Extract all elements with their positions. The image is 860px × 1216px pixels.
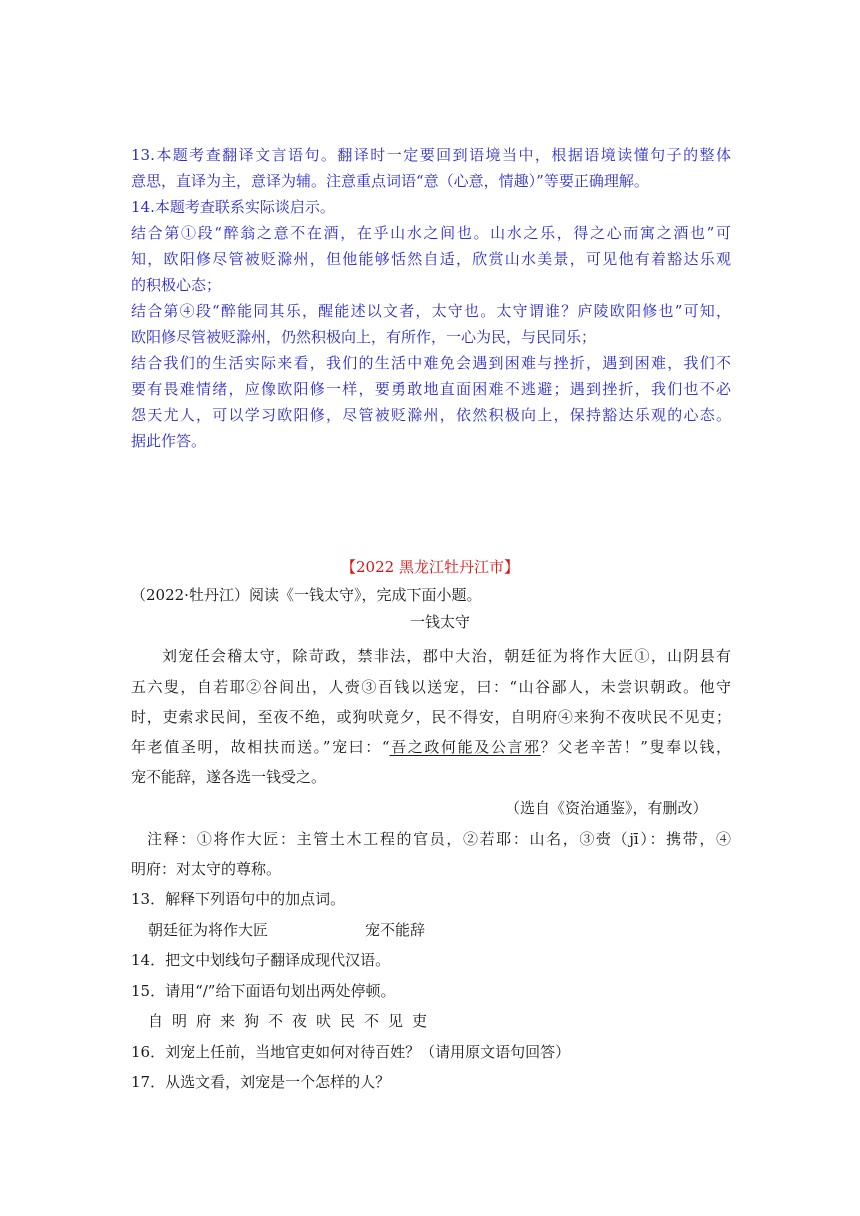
question-17: 17．从选文看，刘宠是一个怎样的人？ xyxy=(131,1073,391,1091)
answer-14-p2-line-2: 欧阳修尽管被贬滁州，仍然积极向上，有所作，一心为民，与民同乐； xyxy=(131,328,597,346)
answer-14-p3-line-4: 据此作答。 xyxy=(131,432,207,450)
passage-line-4-start: 年老值圣明，故相扶而送。”宠曰：“ xyxy=(131,738,390,756)
answer-13-line-1: 13.本题考查翻译文言语句。翻译时一定要回到语境当中，根据语境读懂句子的整体 xyxy=(131,146,731,164)
answer-13-line-2: 意思，直译为主，意译为辅。注意重点词语“意（心意，情趣）”等要正确理解。 xyxy=(131,172,649,190)
question-13-item-b: 宠不能辞 xyxy=(365,921,426,939)
question-13: 13．解释下列语句中的加点词。 xyxy=(131,890,346,908)
passage-source: （选自《资治通鉴》，有删改） xyxy=(505,799,708,817)
answer-14-p1-line-1: 结合第①段“醉翁之意不在酒，在乎山水之间也。山水之乐，得之心而寓之酒也”可 xyxy=(131,224,731,242)
passage-line-2: 五六叟，自若耶②谷间出，人赍③百钱以送宠，曰：“山谷鄙人，未尝识朝政。他守 xyxy=(131,678,731,696)
answer-14-p3-line-1: 结合我们的生活实际来看，我们的生活中难免会遇到困难与挫折，遇到困难，我们不 xyxy=(131,354,731,372)
notes-line-2: 明府：对太守的尊称。 xyxy=(131,860,282,878)
passage-line-3: 时，吏索求民间，至夜不绝，或狗吠竟夕，民不得安，自明府④来狗不夜吠民不见吏； xyxy=(131,708,731,726)
answer-14-p2-line-1: 结合第④段“醉能同其乐，醒能述以文者，太守也。太守谓谁？庐陵欧阳修也”可知， xyxy=(131,302,731,320)
passage-title: 一钱太守 xyxy=(409,613,470,631)
passage-line-1: 刘宠任会稽太守，除苛政，禁非法，郡中大治，朝廷征为将作大匠①，山阴县有 xyxy=(162,647,731,665)
passage-line-5: 宠不能辞，遂各选一钱受之。 xyxy=(131,768,327,786)
answer-14-title: 14.本题考查联系实际谈启示。 xyxy=(131,198,335,216)
question-16: 16．刘宠上任前，当地官吏如何对待百姓？（请用原文语句回答） xyxy=(131,1043,571,1061)
answer-14-p3-line-3: 怨天尤人，可以学习欧阳修，尽管被贬滁州，依然积极向上，保持豁达乐观的心态。 xyxy=(131,406,731,424)
question-15-sentence: 自明府来狗不夜吠民不见吏 xyxy=(148,1012,437,1030)
passage-line-4 xyxy=(131,736,731,757)
passage-line-4-end: ？父老辛苦！”叟奉以钱， xyxy=(540,738,731,756)
answer-14-p1-line-2: 知，欧阳修尽管被贬滁州，但他能够恬然自适，欣赏山水美景，可见他有着豁达乐观 xyxy=(131,250,731,268)
answer-14-p1-line-3: 的积极心态； xyxy=(131,276,222,294)
notes-line-1: 注释：①将作大匠：主管土木工程的官员，②若耶：山名，③赍（jī）：携带，④ xyxy=(147,830,731,848)
question-15: 15．请用“/”给下面语句划出两处停顿。 xyxy=(131,982,396,1000)
question-13-item-a: 朝廷征为将作大匠 xyxy=(148,921,269,939)
question-14: 14．把文中划线句子翻译成现代汉语。 xyxy=(131,951,391,969)
answer-14-p3-line-2: 要有畏难情绪，应像欧阳修一样，要勇敢地直面困难不逃避；遇到挫折，我们也不必 xyxy=(131,380,731,398)
reading-intro: （2022·牡丹江）阅读《一钱太守》，完成下面小题。 xyxy=(131,586,482,604)
underlined-sentence: 吾之政何能及公言邪 xyxy=(389,738,541,756)
section-heading: 【2022 黑龙江牡丹江市】 xyxy=(341,558,519,576)
